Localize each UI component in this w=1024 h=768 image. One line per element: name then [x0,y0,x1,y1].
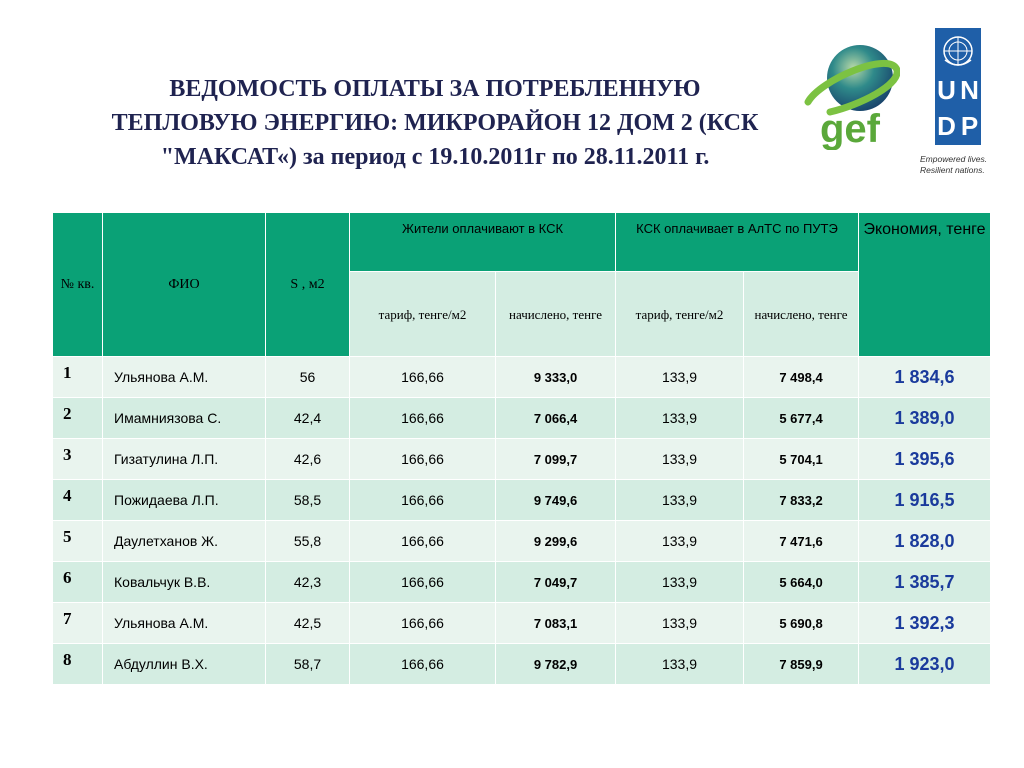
cell-charged-2: 5 677,4 [744,398,859,439]
cell-area: 42,5 [266,603,350,644]
undp-letter-u: U [937,75,956,105]
cell-fio: Пожидаева Л.П. [103,480,266,521]
undp-logo [918,22,998,177]
cell-tariff-1: 166,66 [350,644,496,685]
header-num: № кв. [53,213,103,357]
subheader-charged-2: начислено, тенге [744,272,859,357]
cell-savings: 1 389,0 [859,398,991,439]
gef-logo [800,30,900,150]
subheader-charged-1: начислено, тенге [496,272,616,357]
cell-fio: Ульянова А.М. [103,603,266,644]
cell-savings: 1 395,6 [859,439,991,480]
undp-blue-box [935,28,981,145]
cell-savings: 1 385,7 [859,562,991,603]
page-title [40,72,830,174]
cell-tariff-2: 133,9 [616,398,744,439]
header-fio: ФИО [103,213,266,357]
cell-num: 6 [53,562,103,603]
cell-tariff-1: 166,66 [350,562,496,603]
table-row [53,439,991,480]
cell-savings: 1 923,0 [859,644,991,685]
cell-tariff-1: 166,66 [350,439,496,480]
cell-charged-1: 9 749,6 [496,480,616,521]
undp-letter-d: D [937,111,956,141]
table-row [53,357,991,398]
cell-num: 5 [53,521,103,562]
cell-tariff-1: 166,66 [350,480,496,521]
header-ksk-pays: КСК оплачивает в АлТС по ПУТЭ [616,213,859,272]
table-row [53,562,991,603]
payment-table [52,212,991,685]
cell-area: 42,6 [266,439,350,480]
cell-charged-2: 5 704,1 [744,439,859,480]
cell-tariff-2: 133,9 [616,521,744,562]
cell-num: 2 [53,398,103,439]
title-line-3: "МАКСАТ«) за период с 19.10.2011г по 28.11.2011 г. [160,144,710,170]
gef-wordmark: gef [820,107,880,150]
cell-charged-2: 7 833,2 [744,480,859,521]
cell-area: 58,5 [266,480,350,521]
cell-charged-1: 9 782,9 [496,644,616,685]
table-row [53,398,991,439]
cell-charged-1: 7 099,7 [496,439,616,480]
cell-fio: Гизатулина Л.П. [103,439,266,480]
un-emblem-icon [939,32,977,70]
cell-fio: Ковальчук В.В. [103,562,266,603]
subheader-tariff-2: тариф, тенге/м2 [616,272,744,357]
cell-num: 8 [53,644,103,685]
table-row [53,521,991,562]
cell-tariff-2: 133,9 [616,357,744,398]
cell-area: 42,4 [266,398,350,439]
cell-charged-1: 9 299,6 [496,521,616,562]
cell-num: 4 [53,480,103,521]
cell-charged-2: 7 471,6 [744,521,859,562]
cell-charged-1: 7 049,7 [496,562,616,603]
undp-tagline-1: Empowered lives. [920,154,988,164]
cell-tariff-1: 166,66 [350,603,496,644]
cell-tariff-2: 133,9 [616,562,744,603]
title-line-1: ВЕДОМОСТЬ ОПЛАТЫ ЗА ПОТРЕБЛЕННУЮ [169,76,701,102]
cell-charged-1: 7 066,4 [496,398,616,439]
table-row [53,603,991,644]
header-residents-pay: Жители оплачивают в КСК [350,213,616,272]
cell-tariff-1: 166,66 [350,521,496,562]
undp-letter-n: N [960,75,979,105]
cell-fio: Абдуллин В.Х. [103,644,266,685]
cell-fio: Имамниязова С. [103,398,266,439]
cell-fio: Ульянова А.М. [103,357,266,398]
undp-tagline-2: Resilient nations. [920,165,985,175]
cell-charged-2: 7 859,9 [744,644,859,685]
title-line-2: ТЕПЛОВУЮ ЭНЕРГИЮ: МИКРОРАЙОН 12 ДОМ 2 (КСК [111,110,759,136]
header-savings: Экономия, тенге [859,213,991,357]
cell-area: 58,7 [266,644,350,685]
cell-tariff-1: 166,66 [350,398,496,439]
cell-tariff-1: 166,66 [350,357,496,398]
cell-tariff-2: 133,9 [616,603,744,644]
cell-savings: 1 916,5 [859,480,991,521]
cell-charged-2: 5 664,0 [744,562,859,603]
table-row [53,480,991,521]
cell-area: 42,3 [266,562,350,603]
cell-charged-1: 7 083,1 [496,603,616,644]
header-area: S , м2 [266,213,350,357]
cell-savings: 1 828,0 [859,521,991,562]
cell-savings: 1 834,6 [859,357,991,398]
cell-fio: Даулетханов Ж. [103,521,266,562]
cell-charged-1: 9 333,0 [496,357,616,398]
cell-charged-2: 5 690,8 [744,603,859,644]
cell-tariff-2: 133,9 [616,480,744,521]
subheader-tariff-1: тариф, тенге/м2 [350,272,496,357]
cell-num: 7 [53,603,103,644]
cell-tariff-2: 133,9 [616,644,744,685]
cell-num: 1 [53,357,103,398]
cell-savings: 1 392,3 [859,603,991,644]
cell-num: 3 [53,439,103,480]
cell-tariff-2: 133,9 [616,439,744,480]
undp-letter-p: P [960,111,979,141]
cell-area: 55,8 [266,521,350,562]
cell-area: 56 [266,357,350,398]
table-row [53,644,991,685]
cell-charged-2: 7 498,4 [744,357,859,398]
undp-tagline [920,154,1000,176]
